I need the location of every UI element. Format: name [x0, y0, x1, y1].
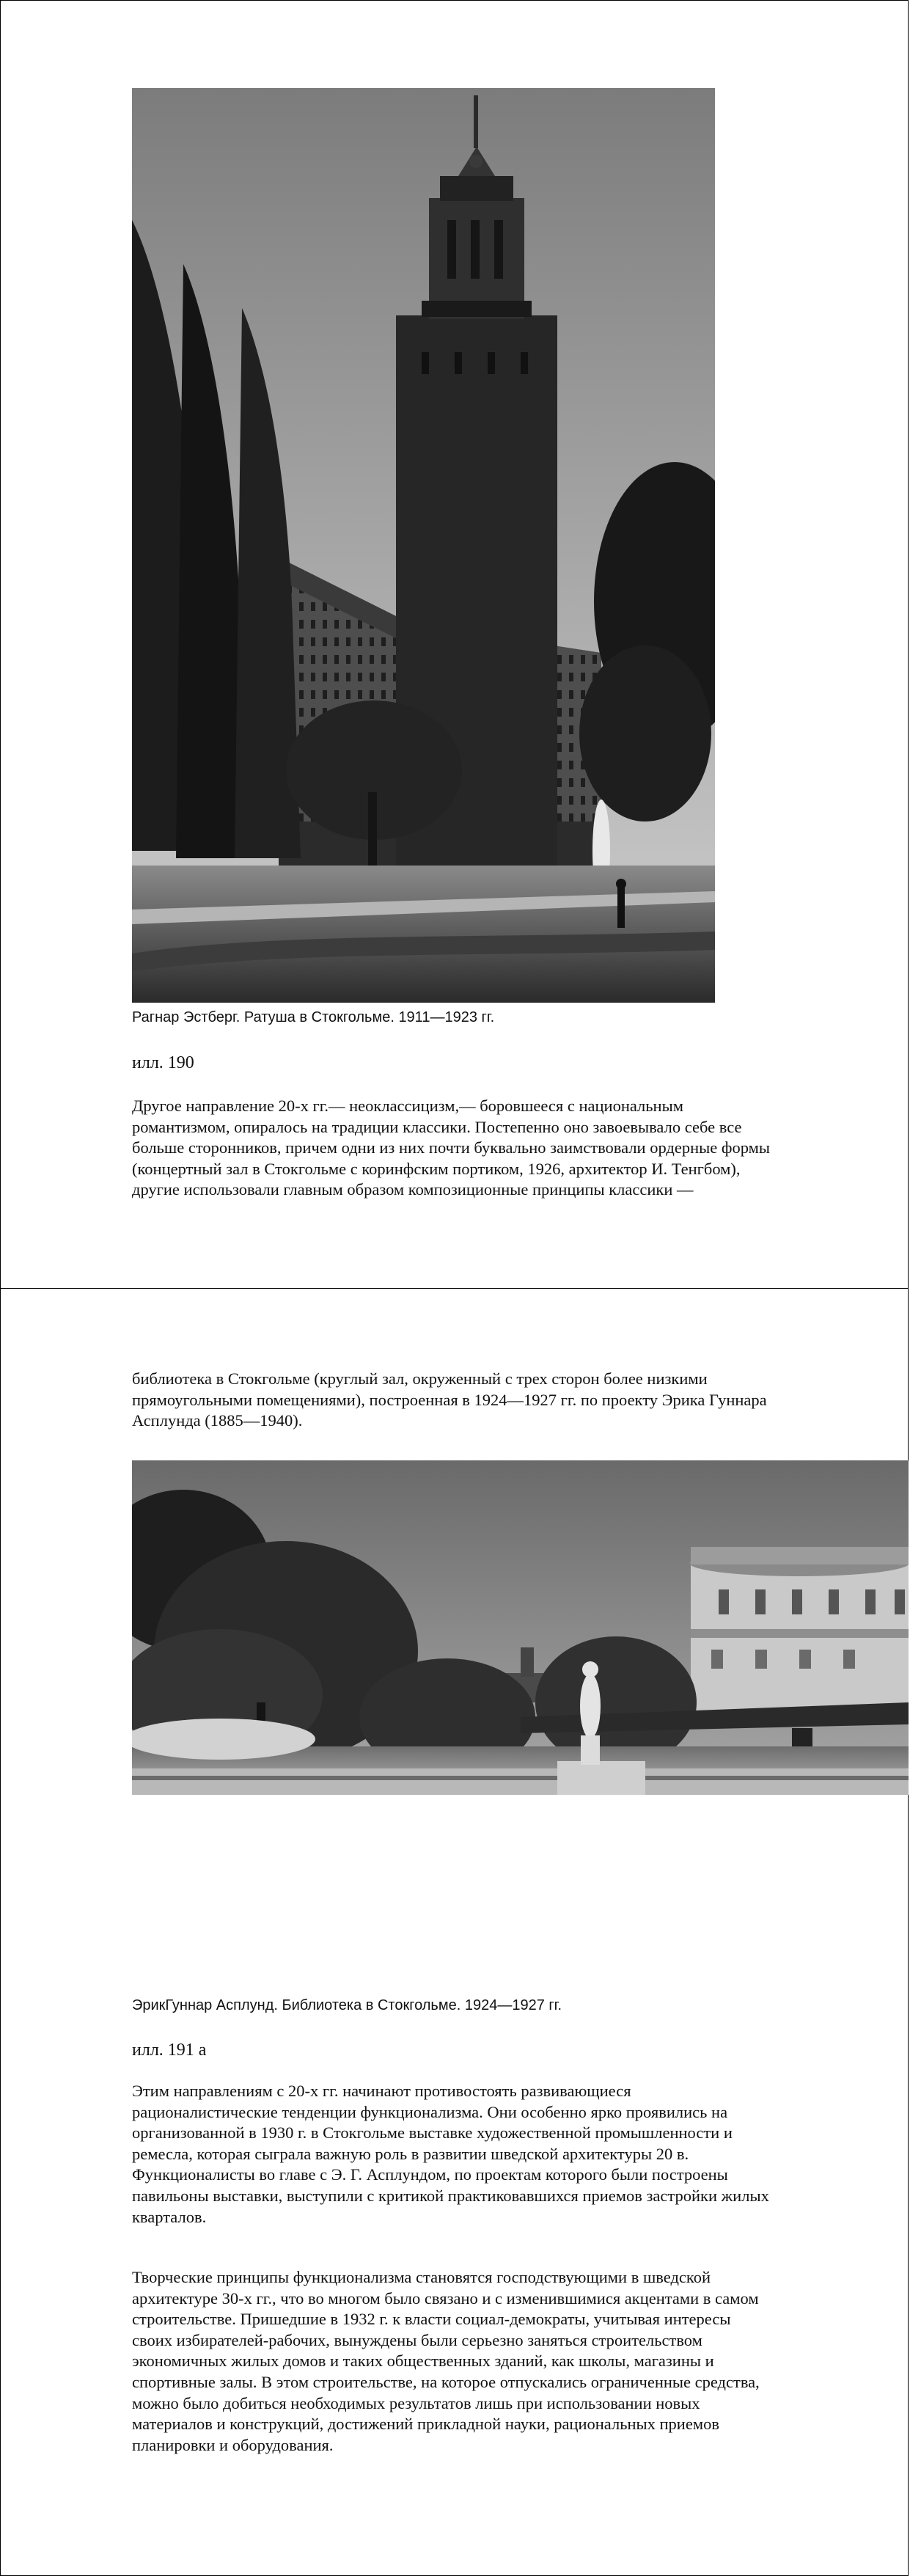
text-line: экономичных жилых домов и таких общественных зданий, как школы, магазины и [132, 2352, 714, 2371]
town-hall-photo-drawing [132, 88, 715, 1003]
text-line: больше сторонников, причем одни из них почти буквально заимствовали ордерные формы [132, 1138, 770, 1157]
text-line: планировки и оборудования. [132, 2435, 334, 2454]
text-line: можно было добиться необходимых результатов лишь при использовании новых [132, 2393, 700, 2412]
text-line: материалов и конструкций, достижений прикладной науки, рациональных приемов [132, 2415, 719, 2434]
illustration-reference: илл. 191 а [132, 2041, 207, 2060]
town-hall-photo [132, 88, 715, 1003]
document-page-1 [0, 0, 909, 1289]
paragraph [132, 1096, 770, 1201]
text-line: кварталов. [132, 2207, 207, 2226]
illustration-reference: илл. 190 [132, 1053, 194, 1072]
text-line: прямоугольными помещениями), построенная в 1924—1927 гг. по проекту Эрика Гуннара [132, 1390, 767, 1409]
document-page-2 [0, 1288, 909, 2576]
text-line: (концертный зал в Стокгольме с коринфским портиком, 1926, архитектор И. Тенгбом), [132, 1159, 741, 1178]
text-line: Этим направлениям с 20-х гг. начинают противостоять развивающиеся [132, 2082, 631, 2100]
text-line: Функционалисты во главе с Э. Г. Асплундом, по проектам которого были построены [132, 2165, 728, 2184]
text-line: павильоны выставки, выступили с критикой практиковавшихся приемов застройки жилых [132, 2186, 769, 2205]
library-photo [132, 1460, 909, 1795]
text-line: библиотека в Стокгольме (круглый зал, окруженный с трех сторон более низкими [132, 1369, 708, 1388]
text-line: Творческие принципы функционализма становятся господствующими в шведской [132, 2268, 711, 2286]
text-line: архитектуре 30-х гг., что во многом было связано и с изменившимися акцентами в самом [132, 2288, 759, 2308]
text-line: своих избирателей-рабочих, вынуждены были серьезно заняться строительством [132, 2330, 702, 2349]
library-photo-drawing [132, 1460, 909, 1795]
figure-caption: Рагнар Эстберг. Ратуша в Стокгольме. 1911—1923 гг. [132, 1009, 495, 1025]
text-line: другие использовали главным образом композиционные принципы классики — [132, 1180, 694, 1199]
paragraph [132, 2081, 769, 2228]
paragraph [132, 2267, 760, 2456]
text-line: Другое направление 20-х гг.— неоклассицизм,— боровшееся с национальным [132, 1097, 683, 1115]
text-line: строительстве. Пришедшие в 1932 г. к власти социал-демократы, учитывая интересы [132, 2310, 731, 2329]
text-line: рационалистические тенденции функционализма. Они особенно ярко проявились на [132, 2102, 728, 2121]
figure-caption: ЭрикГуннар Асплунд. Библиотека в Стокгольме. 1924—1927 гг. [132, 1997, 562, 2013]
text-line: Асплунда (1885—1940). [132, 1411, 303, 1430]
text-line: спортивные залы. В этом строительстве, на которое отпускались ограниченные средства, [132, 2372, 760, 2391]
text-line: ремесла, которая сыграла важную роль в развитии шведской архитектуры 20 в. [132, 2144, 689, 2163]
intro-paragraph [132, 1369, 767, 1432]
text-line: организованной в 1930 г. в Стокгольме выставке художественной промышленности и [132, 2123, 733, 2143]
text-line: романтизмом, опиралось на традиции классики. Постепенно оно завоевывало себе все [132, 1117, 742, 1136]
